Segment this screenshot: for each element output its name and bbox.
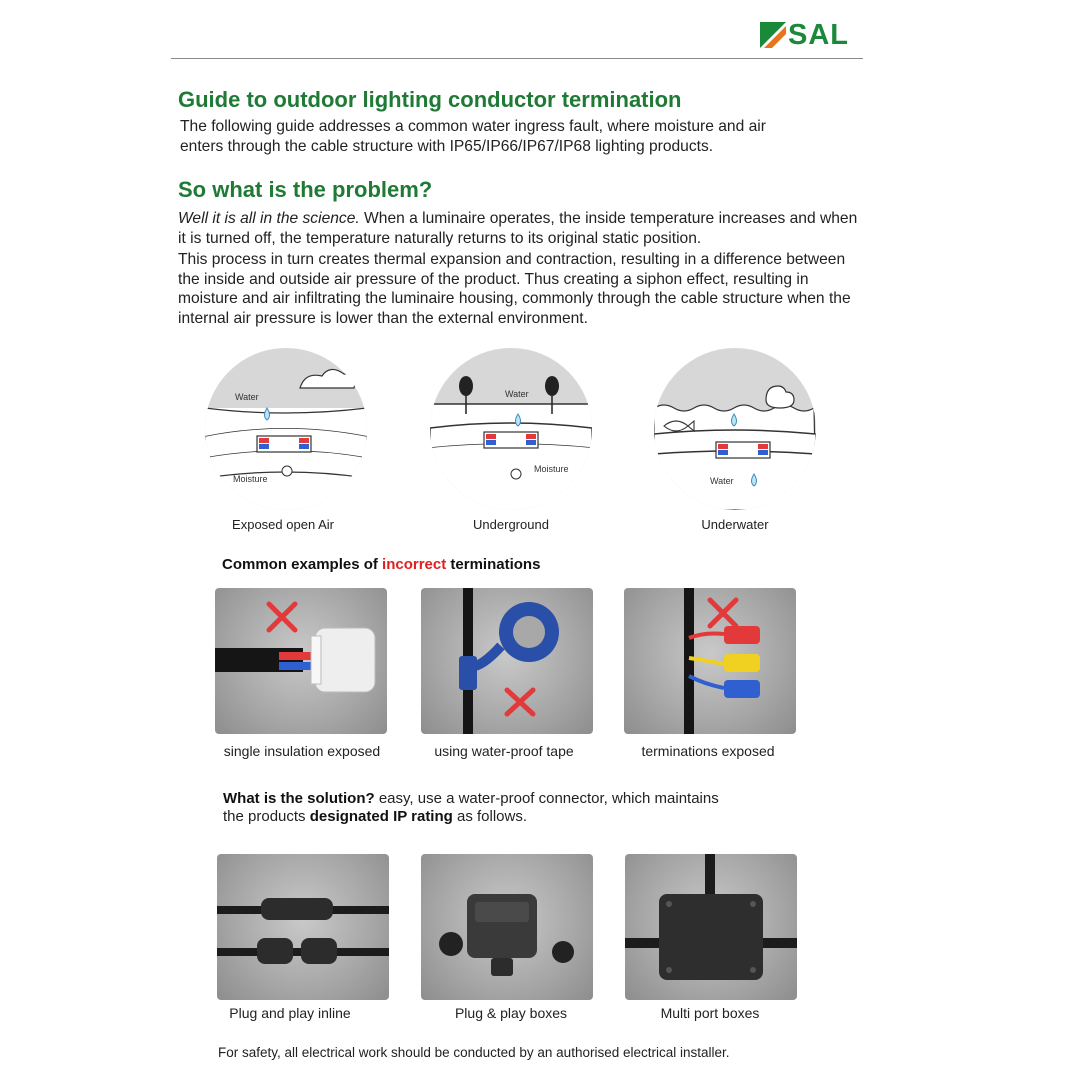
problem-heading: So what is the problem?	[178, 177, 433, 202]
caption-underground: Underground	[473, 517, 549, 532]
red-cross-icon	[269, 604, 295, 630]
duck-icon	[766, 386, 794, 408]
photo-plug-and-play-boxes	[421, 854, 593, 1000]
caption-multi-port-boxes: Multi port boxes	[660, 1005, 760, 1021]
photo-plug-and-play-inline	[217, 854, 389, 1000]
label-moisture: Moisture	[233, 474, 268, 484]
flower-icon	[545, 376, 559, 396]
solution-question: What is the solution?	[223, 790, 375, 807]
label-water: Water	[505, 389, 529, 399]
photo-terminations-exposed	[624, 588, 796, 734]
intro-line-1: The following guide addresses a common water ingress fault, where moisture and air	[180, 118, 766, 135]
problem-paragraph-1	[178, 209, 868, 248]
caption-underwater: Underwater	[701, 517, 769, 532]
caption-plug-and-play-inline: Plug and play inline	[229, 1005, 351, 1021]
incorrect-word: incorrect	[382, 556, 447, 573]
photo-multi-port-boxes	[625, 854, 797, 1000]
cloud-icon	[300, 369, 355, 388]
caption-plug-and-play-boxes: Plug & play boxes	[454, 1005, 568, 1021]
photo-single-insulation	[215, 588, 387, 734]
solution-line-2: the products designated IP rating as follows.	[223, 808, 528, 825]
intro-paragraph	[180, 117, 860, 156]
logo-text: SAL	[788, 19, 849, 51]
caption-terminations-exposed: terminations exposed	[641, 743, 775, 759]
flower-icon	[459, 376, 473, 396]
sal-logo-mark-icon	[760, 22, 786, 48]
exposed-air-illustration	[205, 348, 367, 510]
intro-line-2: enters through the cable structure with IP65/IP66/IP67/IP68 lighting products.	[180, 137, 714, 155]
label-moisture: Moisture	[534, 464, 569, 474]
underground-illustration	[430, 348, 592, 510]
problem-paragraph-1-text: When a luminaire operates, the inside temperature increases and when it is turned off, the temperature naturally returns to its original static position.	[178, 210, 858, 247]
safety-note: For safety, all electrical work should be conducted by an authorised electrical installer.	[218, 1045, 730, 1060]
solution-line-1: What is the solution? easy, use a water-proof connector, which maintains	[223, 790, 719, 807]
ip-rating-phrase: designated IP rating	[309, 808, 453, 825]
red-cross-icon	[507, 690, 533, 714]
caption-single-insulation: single insulation exposed	[223, 743, 381, 759]
science-phrase: Well it is all in the science.	[178, 210, 360, 227]
header-divider	[171, 58, 863, 59]
caption-waterproof-tape: using water-proof tape	[434, 743, 574, 759]
problem-paragraph-2: This process in turn creates thermal expansion and contraction, resulting in a difference between the inside and outside air pressure of the product. Thus creating a siphon effect, resulting in moisture and air infiltrating the luminaire housing, commonly through the cable structure when the internal air pressure is lower than the external environment.	[178, 251, 851, 327]
solution-text	[223, 790, 823, 826]
underwater-illustration	[654, 348, 816, 510]
label-water: Water	[235, 392, 259, 402]
caption-exposed-air: Exposed open Air	[232, 517, 334, 532]
red-cross-icon	[710, 600, 736, 626]
incorrect-heading: Common examples of incorrect terminations	[222, 556, 541, 573]
photo-waterproof-tape	[421, 588, 593, 734]
label-water: Water	[710, 476, 734, 486]
sal-logo	[760, 20, 864, 50]
page-title: Guide to outdoor lighting conductor termination	[178, 87, 682, 112]
